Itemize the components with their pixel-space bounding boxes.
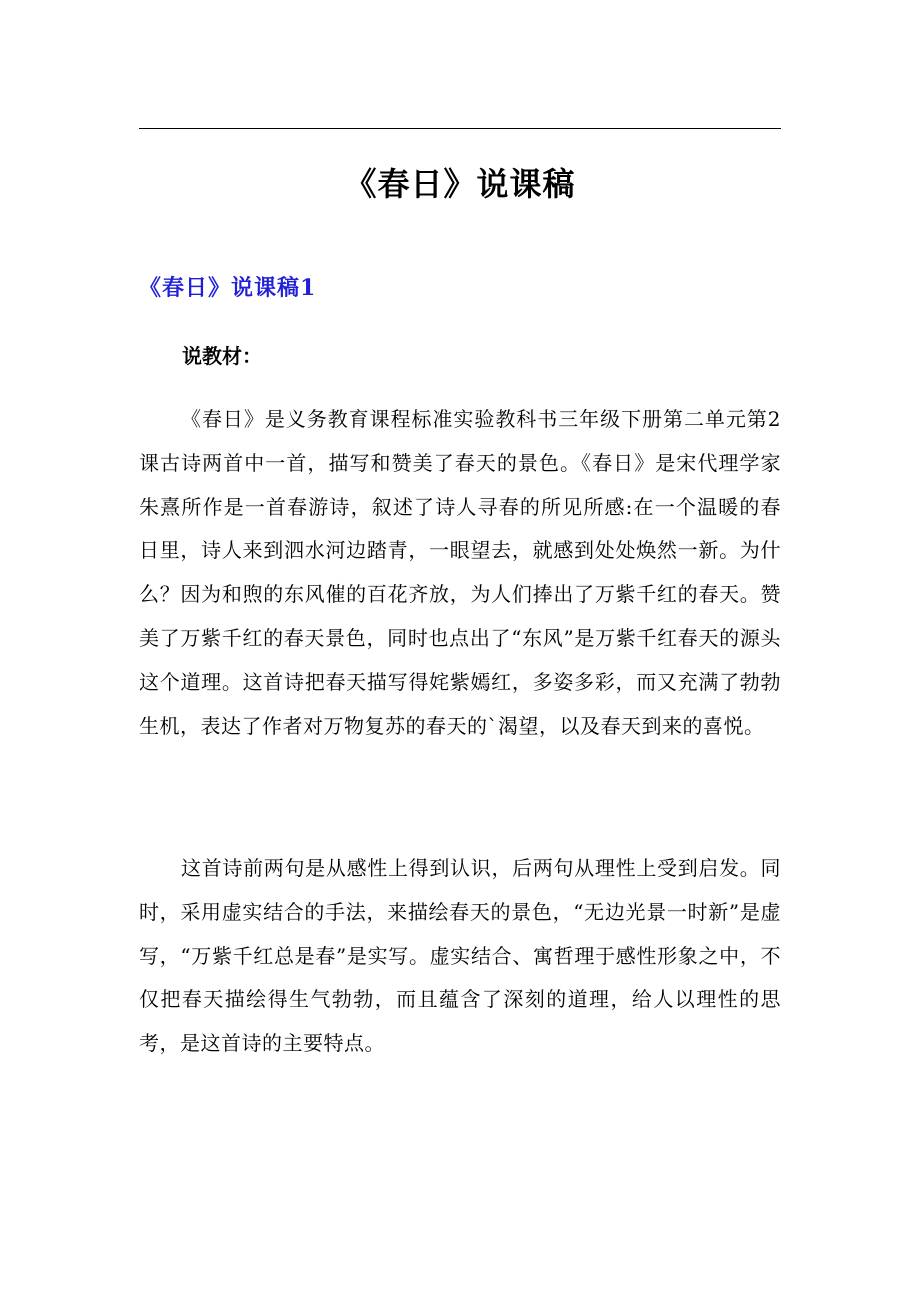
header-rule [139, 128, 781, 129]
body-paragraph-2: 这首诗前两句是从感性上得到认识，后两句从理性上受到启发。同时，采用虚实结合的手法，来描绘春天的景色，“无边光景一时新”是虚写，“万紫千红总是春”是实写。虚实结合、寓哲理于感性形象之中，不仅把春天描绘得生气勃勃，而且蕴含了深刻的道理，给人以理性的思考，是这首诗的主要特点。 [139, 856, 781, 1056]
document-title: 《春日》说课稿 [344, 165, 576, 203]
sub-heading: 说教材： [182, 344, 262, 368]
body-paragraph-1: 《春日》是义务教育课程标准实验教科书三年级下册第二单元第2课古诗两首中一首，描写和赞美了春天的景色。《春日》是宋代理学家朱熹所作是一首春游诗，叙述了诗人寻春的所见所感:在一个温暖的春日里，诗人来到泗水河边踏青，一眼望去，就感到处处焕然一新。为什么？因为和煦的东风催的百花齐放，为人们捧出了万紫千红的春天。赞美了万紫千红的春天景色，同时也点出了“东风”是万紫千红春天的源头这个道理。这首诗把春天描写得姹紫嫣红，多姿多彩，而又充满了勃勃生机，表达了作者对万物复苏的春天的`渴望，以及春天到来的喜悦。 [139, 407, 781, 738]
section-heading: 《春日》说课稿1 [139, 275, 317, 301]
